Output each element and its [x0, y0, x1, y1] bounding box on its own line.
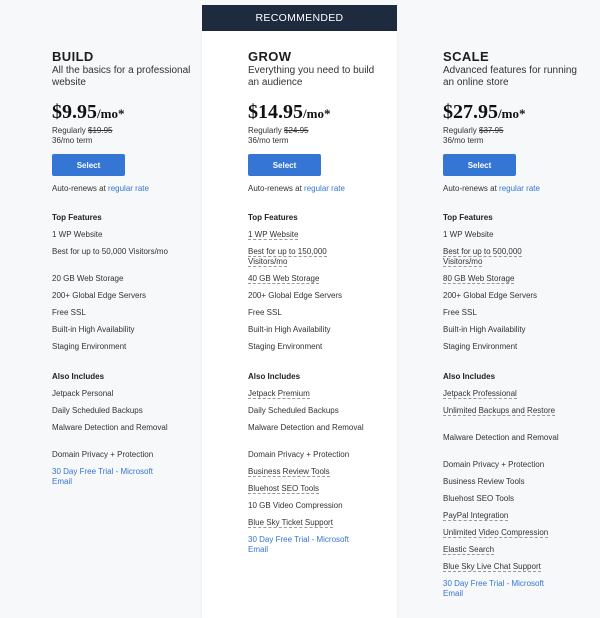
regular-label: Regularly: [52, 126, 86, 135]
list-item: Malware Detection and Removal: [52, 423, 168, 432]
list-item-text: Business Review Tools: [248, 467, 330, 476]
regular-rate-link[interactable]: regular rate: [108, 184, 149, 193]
list-item: 1 WP Website: [52, 230, 103, 239]
list-item: [443, 511, 561, 521]
select-button[interactable]: Select: [248, 154, 321, 176]
plan-description: Advanced features for running an online store: [443, 65, 577, 88]
plan-description: All the basics for a professional website: [52, 65, 191, 88]
plan-build: [0, 31, 196, 618]
select-button[interactable]: Select: [52, 154, 125, 176]
list-item: [443, 247, 561, 267]
list-item: Built-in High Availability: [248, 325, 331, 334]
plan-price: [52, 101, 124, 124]
top-features-title: Top Features: [248, 213, 298, 222]
list-item-text: Best for up to 150,000 Visitors/mo: [248, 247, 327, 266]
regular-label: Regularly: [248, 126, 282, 135]
autorenew-text: Auto-renews at: [443, 184, 497, 193]
list-item-text: Unlimited Video Compression: [443, 528, 549, 537]
regular-rate-link[interactable]: regular rate: [304, 184, 345, 193]
list-item: [248, 389, 366, 399]
regular-price-value: $37.95: [479, 126, 504, 135]
price-amount: $14.95: [248, 101, 303, 123]
list-item: 200+ Global Edge Servers: [248, 291, 343, 300]
list-item: Staging Environment: [248, 342, 323, 351]
list-item: [248, 230, 366, 240]
list-item: Domain Privacy + Protection: [248, 450, 350, 459]
price-amount: $27.95: [443, 101, 498, 123]
list-item-text: PayPal Integration: [443, 511, 509, 520]
price-suffix: /mo*: [303, 106, 331, 121]
list-item: [248, 247, 366, 267]
list-item: 200+ Global Edge Servers: [443, 291, 538, 300]
plan-scale: [397, 31, 600, 618]
autorenew-text: Auto-renews at: [52, 184, 106, 193]
also-includes-title: Also Includes: [443, 372, 496, 381]
list-item: 10 GB Video Compression: [248, 501, 343, 510]
term-length: 36/mo term: [443, 136, 484, 145]
list-item: Jetpack Personal: [52, 389, 114, 398]
list-item: Daily Scheduled Backups: [52, 406, 143, 415]
term-length: 36/mo term: [248, 136, 289, 145]
regular-rate-link[interactable]: regular rate: [499, 184, 540, 193]
regular-price: [443, 126, 504, 135]
list-item: [443, 274, 561, 284]
autorenew-text: Auto-renews at: [248, 184, 302, 193]
plan-grow: [202, 31, 397, 618]
list-item: Staging Environment: [443, 342, 518, 351]
regular-price: [248, 126, 309, 135]
top-features-title: Top Features: [443, 213, 493, 222]
list-item-text: Jetpack Professional: [443, 389, 517, 398]
plan-price: [248, 101, 330, 124]
term-length: 36/mo term: [52, 136, 93, 145]
list-item-text: Elastic Search: [443, 545, 495, 554]
list-item: [248, 484, 366, 494]
list-item: [443, 406, 561, 416]
regular-price-value: $24.95: [284, 126, 309, 135]
also-includes-title: Also Includes: [248, 372, 301, 381]
list-item-text: Blue Sky Live Chat Support: [443, 562, 541, 571]
plan-price: [443, 101, 525, 124]
list-item: [248, 467, 366, 477]
plan-name: SCALE: [443, 49, 490, 64]
list-item: Free SSL: [248, 308, 282, 317]
list-item: Free SSL: [443, 308, 477, 317]
also-includes-title: Also Includes: [52, 372, 105, 381]
regular-price-value: $19.95: [88, 126, 113, 135]
list-item: Free SSL: [52, 308, 86, 317]
list-item-text: Bluehost SEO Tools: [248, 484, 320, 493]
list-item: [443, 389, 561, 399]
top-features-title: Top Features: [52, 213, 102, 222]
list-item-text: Best for up to 500,000 Visitors/mo: [443, 247, 522, 266]
list-item: Malware Detection and Removal: [443, 433, 559, 442]
list-item: Staging Environment: [52, 342, 127, 351]
list-item: [248, 518, 366, 528]
list-item: [443, 528, 561, 538]
price-suffix: /mo*: [97, 106, 125, 121]
list-item: [443, 545, 561, 555]
list-item-text: 80 GB Web Storage: [443, 274, 515, 283]
plan-name: GROW: [248, 49, 292, 64]
list-item-text: 1 WP Website: [248, 230, 299, 239]
list-item: Daily Scheduled Backups: [248, 406, 339, 415]
price-suffix: /mo*: [498, 106, 526, 121]
microsoft-email-trial-link[interactable]: 30 Day Free Trial - Microsoft Email: [248, 535, 349, 554]
microsoft-email-trial-link[interactable]: 30 Day Free Trial - Microsoft Email: [52, 467, 153, 486]
list-item: Domain Privacy + Protection: [443, 460, 545, 469]
list-item: Bluehost SEO Tools: [443, 494, 515, 503]
list-item: Malware Detection and Removal: [248, 423, 364, 432]
plan-name: BUILD: [52, 49, 94, 64]
list-item: Business Review Tools: [443, 477, 525, 486]
list-item: Best for up to 50,000 Visitors/mo: [52, 247, 168, 256]
list-item: 20 GB Web Storage: [52, 274, 124, 283]
regular-label: Regularly: [443, 126, 477, 135]
microsoft-email-trial-link[interactable]: 30 Day Free Trial - Microsoft Email: [443, 579, 544, 598]
list-item: [443, 562, 561, 572]
autorenew-note: [248, 184, 345, 193]
list-item-text: Jetpack Premium: [248, 389, 310, 398]
autorenew-note: [443, 184, 540, 193]
list-item: Built-in High Availability: [52, 325, 135, 334]
plan-description: Everything you need to build an audience: [248, 65, 375, 88]
autorenew-note: [52, 184, 149, 193]
list-item-text: 40 GB Web Storage: [248, 274, 320, 283]
list-item-text: Unlimited Backups and Restore: [443, 406, 556, 415]
list-item-text: Blue Sky Ticket Support: [248, 518, 333, 527]
price-amount: $9.95: [52, 101, 97, 123]
list-item: 1 WP Website: [443, 230, 494, 239]
recommended-banner: RECOMMENDED: [202, 5, 397, 31]
list-item: 200+ Global Edge Servers: [52, 291, 147, 300]
select-button[interactable]: Select: [443, 154, 516, 176]
list-item: [248, 274, 366, 284]
list-item: Domain Privacy + Protection: [52, 450, 154, 459]
list-item: Built-in High Availability: [443, 325, 526, 334]
regular-price: [52, 126, 113, 135]
